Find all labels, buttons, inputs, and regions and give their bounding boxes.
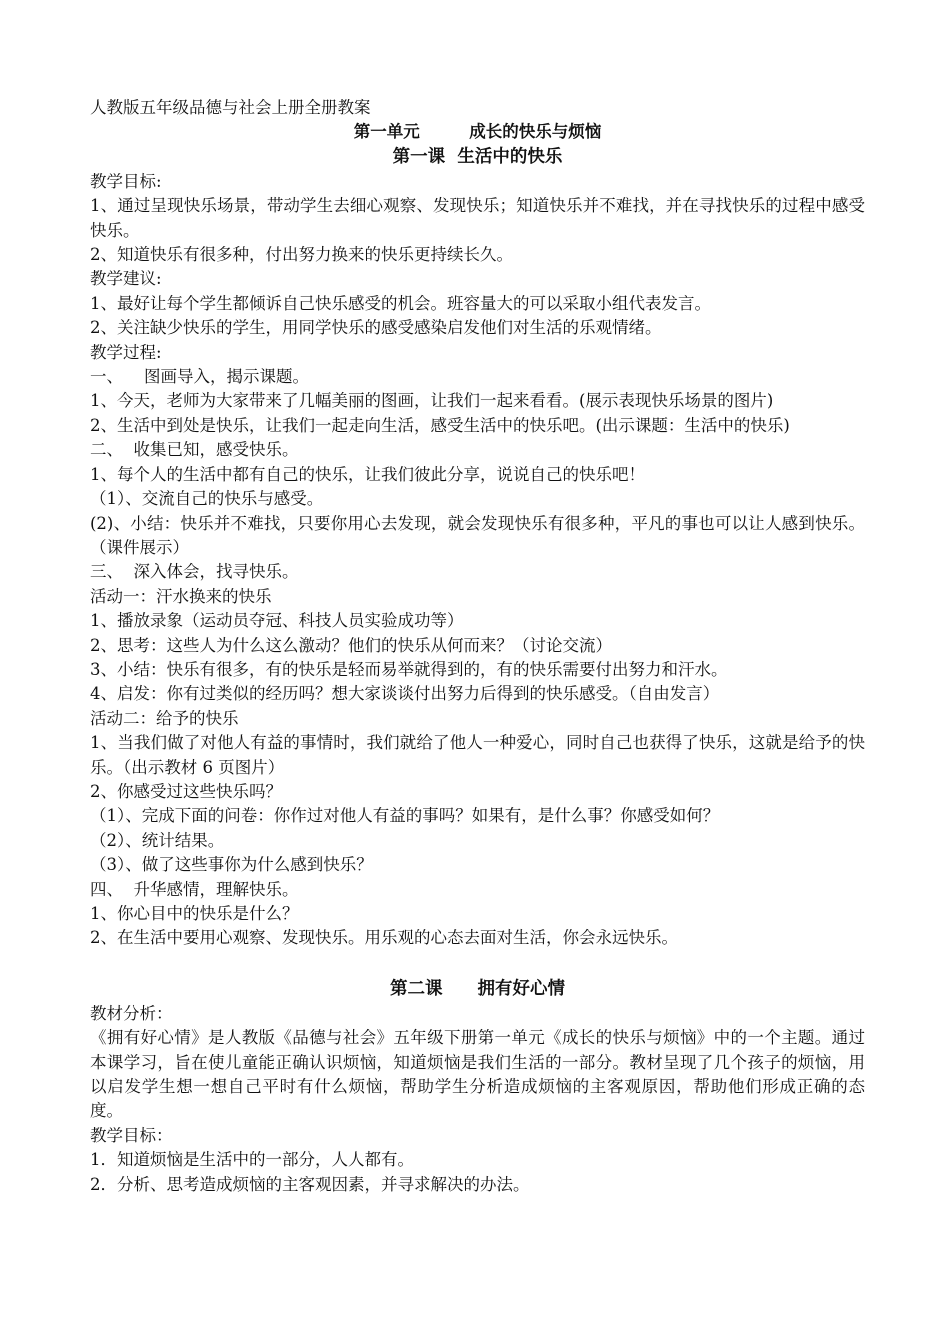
paragraph: 四、 升华感情，理解快乐。	[90, 879, 299, 899]
paragraph: 活动一：汗水换来的快乐	[90, 586, 272, 606]
paragraph: 一、 图画导入，揭示课题。	[90, 367, 309, 387]
paragraph: （1）、完成下面的问卷：你作过对他人有益的事吗？如果有，是什么事？你感受如何？	[90, 806, 720, 826]
paragraph: 1、每个人的生活中都有自己的快乐，让我们彼此分享，说说自己的快乐吧！	[90, 464, 645, 484]
paragraph: 1、播放录象（运动员夺冠、科技人员实验成功等）	[90, 611, 464, 631]
paragraph: 3、小结：快乐有很多，有的快乐是轻而易举就得到的，有的快乐需要付出努力和汗水。	[90, 659, 728, 679]
lesson-2-body	[90, 1002, 865, 1197]
unit-title: 第一单元 成长的快乐与烦恼	[353, 122, 602, 142]
document-page	[90, 96, 865, 1197]
paragraph: 2、在生活中要用心观察、发现快乐。用乐观的心态去面对生活，你会永远快乐。	[90, 928, 678, 948]
paragraph: 1．知道烦恼是生活中的一部分，人人都有。	[90, 1150, 414, 1170]
paragraph: 教材分析：	[90, 1003, 173, 1023]
paragraph: 2、思考：这些人为什么这么激动？他们的快乐从何而来？（讨论交流）	[90, 635, 612, 655]
paragraph: 1、当我们做了对他人有益的事情时，我们就给了他人一种爱心，同时自己也获得了快乐，这就是给予的快乐。（出示教材 6 页图片）	[90, 733, 865, 777]
paragraph: 三、 深入体会，找寻快乐。	[90, 562, 299, 582]
section-spacer	[90, 951, 865, 977]
paragraph: （2）、统计结果。	[90, 830, 225, 850]
paragraph: 教学目标:	[90, 171, 162, 191]
paragraph: 《拥有好心情》是人教版《品德与社会》五年级下册第一单元《成长的快乐与烦恼》中的一个主题。通过本课学习，旨在使儿童能正确认识烦恼，知道烦恼是我们生活的一部分。教材呈现了几个孩子的烦恼，用以启发学生想一想自己平时有什么烦恼，帮助学生分析造成烦恼的主客观原因，帮助他们形成正确的态度。	[90, 1028, 865, 1121]
paragraph: （3）、做了这些事你为什么感到快乐？	[90, 855, 373, 875]
paragraph: 1、你心目中的快乐是什么？	[90, 904, 299, 923]
paragraph: （1）、交流自己的快乐与感受。	[90, 489, 324, 509]
lesson-2-title: 第二课 拥有好心情	[390, 978, 565, 999]
paragraph: 教学建议:	[90, 269, 162, 289]
lesson-1-title: 第一课 生活中的快乐	[392, 146, 563, 167]
paragraph: 2、关注缺少快乐的学生，用同学快乐的感受感染启发他们对生活的乐观情绪。	[90, 318, 662, 338]
paragraph: (2)、小结：快乐并不难找，只要你用心去发现，就会发现快乐有很多种，平凡的事也可以让人感到快乐。（课件展示）	[90, 513, 865, 557]
paragraph: 1、最好让每个学生都倾诉自己快乐感受的机会。班容量大的可以采取小组代表发言。	[90, 293, 711, 313]
paragraph: 2．分析、思考造成烦恼的主客观因素，并寻求解决的办法。	[90, 1174, 530, 1194]
document-title: 人教版五年级品德与社会上册全册教案	[90, 98, 371, 117]
paragraph: 1、通过呈现快乐场景，带动学生去细心观察、发现快乐；知道快乐并不难找，并在寻找快乐的过程中感受快乐。	[90, 196, 865, 240]
paragraph: 二、 收集已知，感受快乐。	[90, 440, 299, 460]
lesson-1-body	[90, 170, 865, 951]
paragraph: 2、知道快乐有很多种，付出努力换来的快乐更持续长久。	[90, 245, 513, 265]
paragraph: 2、生活中到处是快乐，让我们一起走向生活，感受生活中的快乐吧。(出示课题：生活中的快乐)	[90, 415, 790, 435]
paragraph: 教学过程:	[90, 342, 162, 362]
paragraph: 1、今天，老师为大家带来了几幅美丽的图画，让我们一起来看看。(展示表现快乐场景的图片)	[90, 391, 774, 411]
paragraph: 2、你感受过这些快乐吗？	[90, 781, 282, 801]
paragraph: 活动二：给予的快乐	[90, 708, 239, 728]
paragraph: 教学目标：	[90, 1125, 173, 1145]
paragraph: 4、启发：你有过类似的经历吗？想大家谈谈付出努力后得到的快乐感受。（自由发言）	[90, 684, 720, 704]
